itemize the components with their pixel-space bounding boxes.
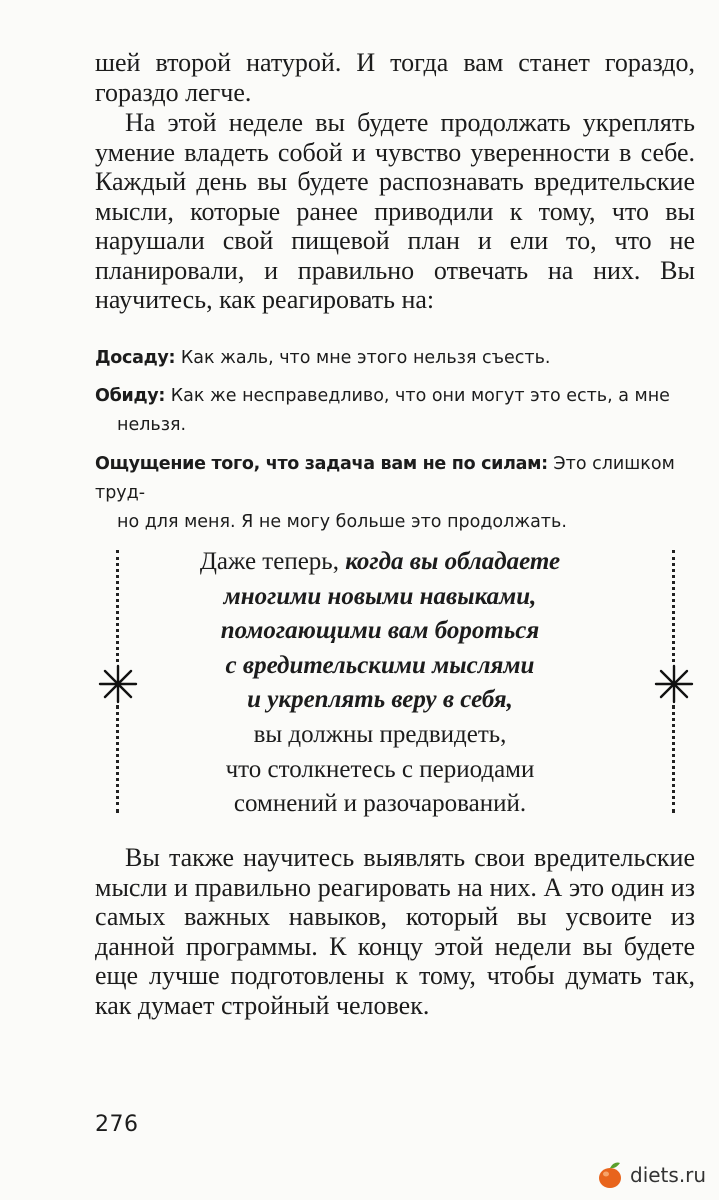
left-dotted-rule-bottom bbox=[116, 705, 119, 813]
paragraph-also-learn: Вы также научитесь выявлять свои вредительские мысли и правильно реагировать на них. А это один из самых важных навыков, который вы усвоите из данной программы. К концу этой недели вы будете еще лучше подготовлены к тому, чтобы думать так, как думает стройный человек. bbox=[95, 843, 695, 1020]
quote-line: и укреплять веру в себя, bbox=[247, 686, 513, 714]
thought-text: Это слишком труд- bbox=[95, 454, 675, 503]
quote-line: помогающими вам бороться bbox=[220, 617, 540, 645]
left-dotted-rule-top bbox=[116, 550, 119, 662]
thought-item-overwhelm bbox=[95, 450, 695, 537]
paragraph-this-week: На этой неделе вы будете продолжать укреплять умение владеть собой и чувство уверенности в себе. Каждый день вы будете распознавать вредительские мысли, которые ранее приводили к тому, что вы нарушали свой пищевой план и ели то, что не планировали, и правильно отвечать на них. Вы научитесь, как реагировать на: bbox=[95, 108, 695, 314]
right-dotted-rule-bottom bbox=[672, 705, 675, 813]
quote-line: сомнений и разочарований. bbox=[233, 790, 527, 818]
right-dotted-rule-top bbox=[672, 550, 675, 662]
quote-line: Даже теперь, когда вы обладаете bbox=[199, 548, 561, 575]
quote-line: с вредительскими мыслями bbox=[225, 651, 535, 679]
star-icon bbox=[98, 664, 138, 704]
paragraph-continuation: шей второй натурой. И тогда вам станет гораздо, гораздо легче. bbox=[95, 48, 695, 107]
thought-text: Как же несправедливо, что они могут это есть, а мне bbox=[170, 386, 670, 406]
pull-quote bbox=[150, 545, 610, 822]
thought-term: Обиду: bbox=[95, 386, 166, 406]
apple-icon bbox=[596, 1160, 624, 1190]
quote-line: что столкнетесь с периодами bbox=[225, 755, 535, 783]
thought-term: Ощущение того, что задача вам не по силам: bbox=[95, 454, 548, 474]
thought-item-annoyance bbox=[95, 344, 695, 373]
page-number: 276 bbox=[95, 1112, 139, 1137]
thought-text-continued: но для меня. Я не могу больше это продолжать. bbox=[117, 512, 567, 532]
thought-term: Досаду: bbox=[95, 348, 176, 368]
quote-line: вы должны предвидеть, bbox=[253, 720, 507, 748]
thought-item-resentment bbox=[95, 382, 695, 440]
watermark-text: diets.ru bbox=[630, 1163, 707, 1187]
thought-text: Как жаль, что мне этого нельзя съесть. bbox=[180, 348, 551, 368]
star-icon bbox=[654, 664, 694, 704]
watermark-link[interactable] bbox=[596, 1160, 706, 1190]
thought-text-continued: нельзя. bbox=[117, 415, 187, 435]
quote-line: многими новыми навыками, bbox=[223, 582, 537, 610]
